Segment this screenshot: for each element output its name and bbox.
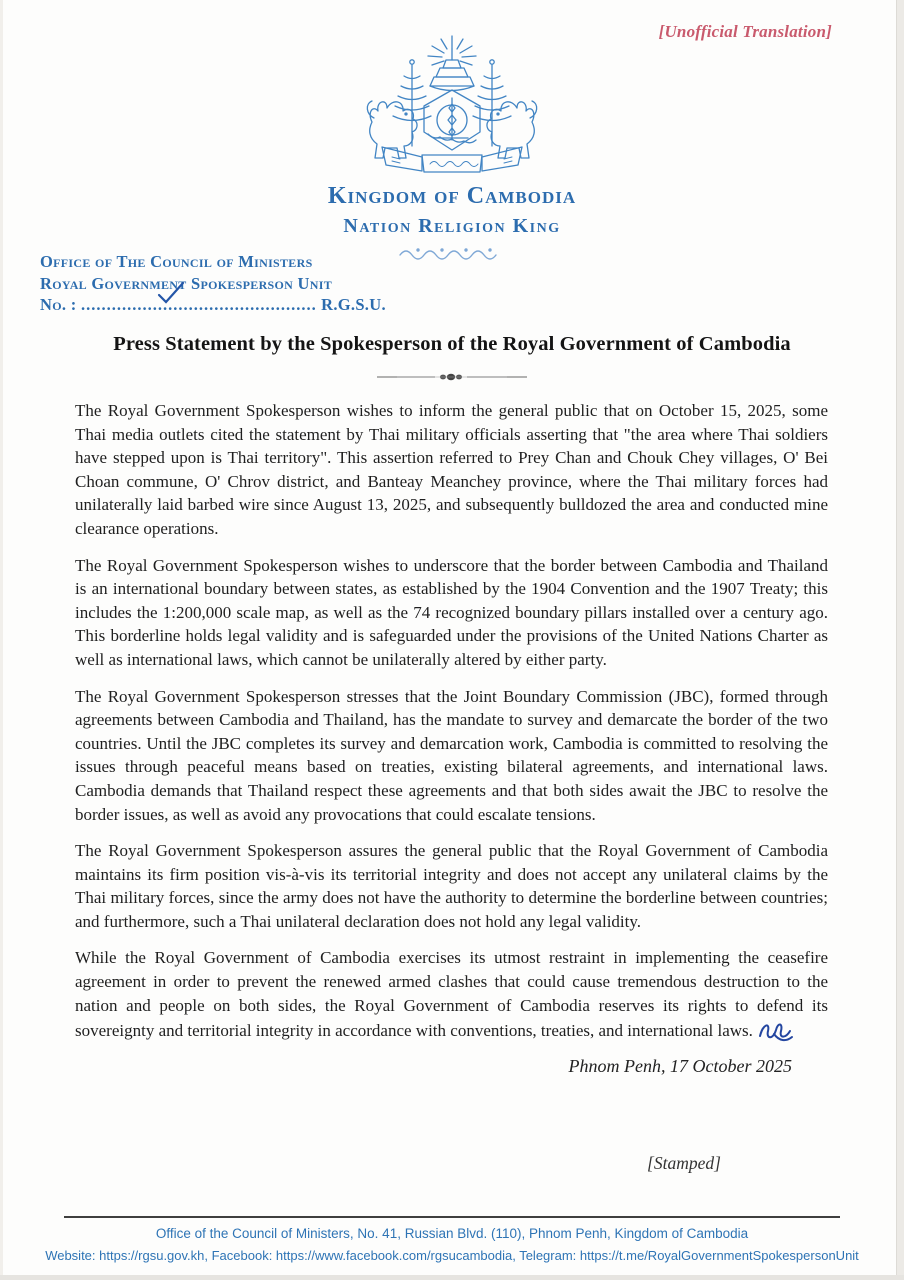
doc-no-suffix: R.G.S.U.: [321, 295, 386, 314]
doc-no-dotted-leader: ..............................................: [80, 295, 317, 314]
statement-paragraph-5: [75, 946, 828, 1043]
unofficial-translation-note: [Unofficial Translation]: [658, 22, 832, 41]
statement-paragraph-1: The Royal Government Spokesperson wishes to inform the general public that on October 15, 2025, some Thai media outlets cited the statement by Thai military officials asserting that "the area where Thai soldiers have stepped upon is Thai territory". This assertion referred to Prey Chan and Chouk Chey villages, O' Bei Choan commune, O' Chrov district, and Banteay Meanchey province, where the Thai military forces had unilaterally laid barbed wire since August 13, 2025, and subsequently bulldozed the area and conducted mine clearance operations.: [75, 401, 828, 538]
signature-initials-icon: [756, 1017, 794, 1043]
document-number-line: [40, 294, 386, 316]
footer-rule: [64, 1216, 840, 1218]
footer-links: Website: https://rgsu.gov.kh, Facebook: https://www.facebook.com/rgsucambodia, Telegram: https://t.me/RoyalGovernmentSpokespersonUnit: [45, 1248, 859, 1263]
dateline: Phnom Penh, 17 October 2025: [568, 1056, 792, 1077]
ornament-divider-icon: [397, 246, 507, 265]
banner-scroll: [382, 147, 522, 172]
statement-title: Press Statement by the Spokesperson of the Royal Government of Cambodia: [113, 333, 791, 355]
central-shield: [424, 90, 480, 150]
letterhead-office-block: [40, 251, 386, 316]
office-name-line: Office of The Council of Ministers: [40, 252, 313, 271]
national-motto: Nation Religion King: [343, 215, 561, 237]
doc-no-prefix: No. :: [40, 295, 77, 314]
check-mark-icon: [156, 281, 186, 310]
stamped-note: [Stamped]: [647, 1153, 721, 1173]
statement-body: [75, 399, 828, 1077]
kingdom-title: Kingdom of Cambodia: [327, 183, 577, 209]
statement-paragraph-2: The Royal Government Spokesperson wishes to underscore that the border between Cambodia and Thailand is an international boundary between states, as established by the 1904 Convention and the 1907 Treaty; this includes the 1:200,000 scale map, as well as the 74 recognized boundary pillars installed over a century ago. This borderline holds legal validity and is safeguarded under the provisions of the United Nations Charter as well as international laws, which cannot be unilaterally altered by either party.: [75, 555, 828, 669]
footer-address: Office of the Council of Ministers, No. 41, Russian Blvd. (110), Phnom Penh, Kingdom of Cambodia: [155, 1226, 749, 1241]
unit-name-line: Royal Government Spokesperson Unit: [40, 273, 333, 293]
statement-paragraph-4: The Royal Government Spokesperson assures the general public that the Royal Government of Cambodia maintains its firm position vis-à-vis its territorial integrity and does not accept any unilateral claims by the Thai military forces, since the army does not have the authority to determine the borderline between countries; and furthermore, such a Thai unilateral declaration does not hold any legal validity.: [75, 841, 828, 931]
statement-paragraph-5-text: While the Royal Government of Cambodia exercises its utmost restraint in implementing the ceasefire agreement in order to prevent the renewed armed clashes that could cause tremendous destruction to the nation and people on both sides, the Royal Government of Cambodia reserves its rights to defend its sovereignty and territorial integrity in accordance with conventions, treaties, and international laws.: [75, 948, 828, 1041]
statement-paragraph-3: The Royal Government Spokesperson stresses that the Joint Boundary Commission (JBC), formed through agreements between Cambodia and Thailand, has the mandate to survey and demarcate the border of the two countries. Until the JBC completes its survey and demarcation work, Cambodia is committed to resolving the issues through peaceful means based on treaties, existing bilateral agreements, and international laws. Cambodia demands that Thailand respect these agreements and that both sides await the JBC to resolve the border issues, as well as avoid any provocations that could escalate tensions.: [75, 686, 828, 824]
title-divider-icon: [377, 369, 527, 387]
royal-spire: [430, 49, 474, 91]
scan-edge-bottom: [0, 1275, 904, 1280]
cambodia-coat-of-arms-icon: [362, 34, 542, 183]
